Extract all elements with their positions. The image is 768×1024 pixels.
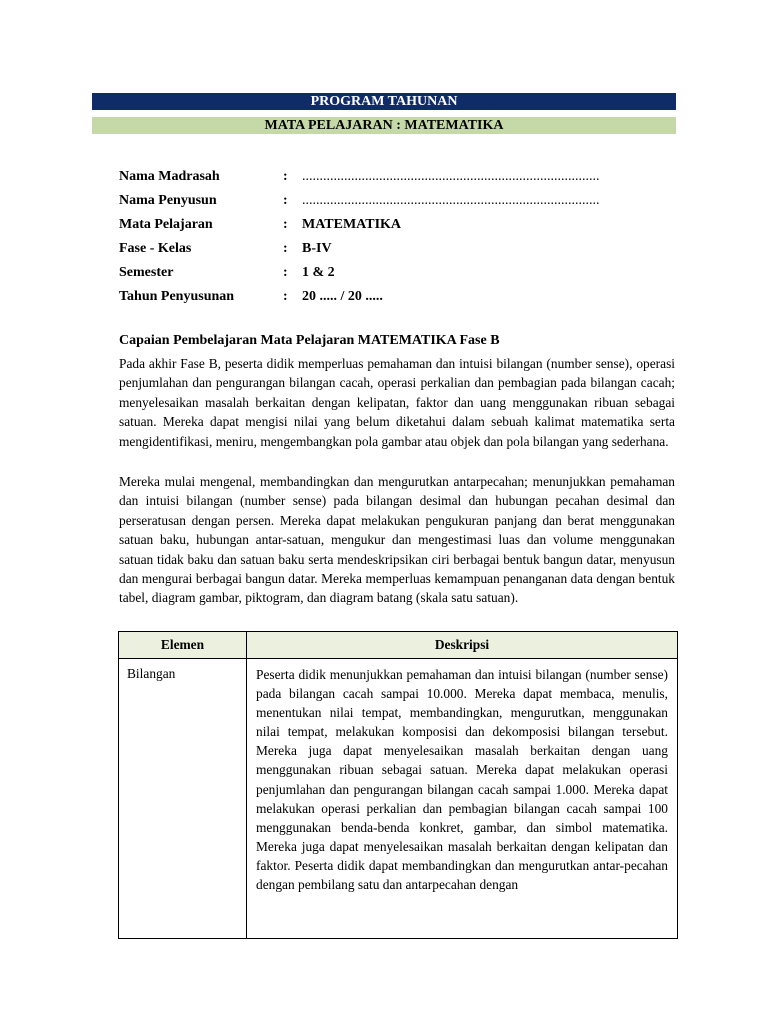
info-row-nama-madrasah	[119, 165, 679, 189]
header-deskripsi: Deskripsi	[247, 632, 678, 659]
header-elemen: Elemen	[119, 632, 247, 659]
capaian-heading: Capaian Pembelajaran Mata Pelajaran MATEMATIKA Fase B	[119, 333, 500, 348]
table-header-row	[119, 632, 678, 659]
deskripsi-text: Peserta didik menunjukkan pemahaman dan intuisi bilangan (number sense) pada bilangan cacah sampai 10.000. Mereka dapat membaca, menulis, menentukan nilai tempat, membandingkan, mengurutkan, menggunakan nilai tempat, melakukan komposisi dan dekomposisi bilangan tersebut. Mereka juga dapat menyelesaikan masalah berkaitan dengan uang menggunakan ribuan sebagai satuan. Mereka dapat melakukan operasi penjumlahan dan pengurangan bilangan cacah sampai 1.000. Mereka dapat melakukan operasi perkalian dan pembagian bilangan cacah sampai 100 menggunakan benda-benda konkret, gambar, dan simbol matematika. Mereka juga dapat menyelesaikan masalah berkaitan dengan kelipatan dan faktor. Peserta didik dapat membandingkan dan mengurutkan antar-pecahan dengan pembilang satu dan antarpecahan dengan	[256, 667, 668, 893]
elemen-cell: Bilangan	[119, 659, 247, 939]
info-colon: :	[283, 193, 288, 208]
info-value: .....................................................................................	[302, 169, 600, 184]
info-colon: :	[283, 217, 288, 232]
info-row-semester	[119, 261, 679, 285]
info-label: Fase - Kelas	[119, 241, 192, 256]
info-label: Nama Madrasah	[119, 169, 220, 184]
info-row-nama-penyusun	[119, 189, 679, 213]
info-row-fase-kelas	[119, 237, 679, 261]
info-value: 20 ..... / 20 .....	[302, 289, 383, 304]
info-label: Mata Pelajaran	[119, 217, 213, 232]
capaian-paragraph-2: Mereka mulai mengenal, membandingkan dan mengurutkan antarpecahan; menunjukkan pemahaman dan intuisi bilangan (number sense) pada bilangan desimal dan hubungan pecahan desimal dan perseratusan dengan persen. Mereka dapat melakukan pengukuran panjang dan berat menggunakan satuan baku, hubungan antar-satuan, mengukur dan mengestimasi luas dan volume menggunakan satuan tidak baku dan satuan baku serta mendeskripsikan ciri berbagai bentuk bangun datar, menyusun dan mengurai berbagai bangun datar. Mereka memperluas kemampuan penanganan data dengan bentuk tabel, diagram gambar, piktogram, dan diagram batang (skala satu satuan).	[119, 474, 675, 606]
info-value: .....................................................................................	[302, 193, 600, 208]
info-value: MATEMATIKA	[302, 217, 402, 232]
info-block	[119, 165, 679, 309]
info-colon: :	[283, 289, 288, 304]
table-row	[119, 659, 678, 939]
deskripsi-cell	[247, 659, 678, 939]
info-row-tahun-penyusunan	[119, 285, 679, 309]
info-value: B-IV	[302, 241, 332, 256]
info-label: Tahun Penyusunan	[119, 289, 235, 304]
document-subtitle: MATA PELAJARAN : MATEMATIKA	[92, 117, 676, 134]
info-label: Semester	[119, 265, 174, 280]
document-title: PROGRAM TAHUNAN	[92, 93, 676, 110]
info-row-mata-pelajaran	[119, 213, 679, 237]
info-colon: :	[283, 241, 288, 256]
info-label: Nama Penyusun	[119, 193, 217, 208]
info-colon: :	[283, 169, 288, 184]
capaian-paragraph-1: Pada akhir Fase B, peserta didik memperluas pemahaman dan intuisi bilangan (number sense), operasi penjumlahan dan pengurangan bilangan cacah, operasi perkalian dan pembagian pada bilangan cacah; menyelesaikan masalah berkaitan dengan kelipatan, faktor dan uang menggunakan ribuan sebagai satuan. Mereka dapat mengisi nilai yang belum diketahui dalam sebuah kalimat matematika serta mengidentifikasi, meniru, mengembangkan pola gambar atau objek dan pola bilangan yang sederhana.	[119, 356, 675, 449]
info-colon: :	[283, 265, 288, 280]
info-value: 1 & 2	[302, 265, 335, 280]
elemen-table	[118, 631, 678, 939]
